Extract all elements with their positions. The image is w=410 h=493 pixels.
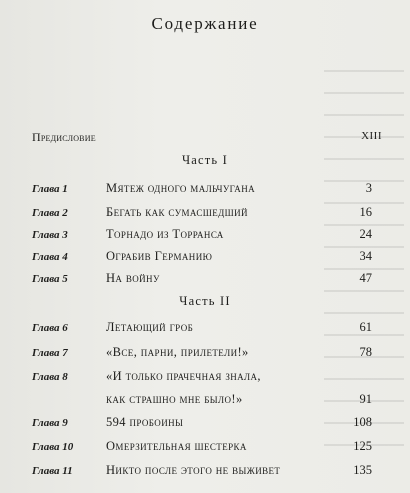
chapter-title: «Все, парни, прилетели!» [106,345,249,359]
chapter-label: Глава 7 [32,347,68,359]
chapter-label: Глава 5 [32,273,68,285]
chapter-title: Никто после этого не выживет [106,463,281,477]
chapter-title: Торнадо из Торранса [106,227,224,241]
toc-row-chapter-5 [32,271,382,289]
chapter-label: Глава 4 [32,251,68,263]
toc-row-chapter-8 [32,369,382,387]
chapter-label: Глава 3 [32,229,68,241]
chapter-label: Глава 1 [32,183,68,195]
toc-row-chapter-6 [32,320,382,338]
chapter-title: Бегать как сумасшедший [106,205,248,219]
chapter-label: Глава 9 [32,417,68,429]
chapter-title: «И только прачечная знала, [106,369,261,383]
chapter-title: Ограбив Германию [106,249,213,263]
chapter-page: 135 [353,463,372,477]
chapter-title: Омерзительная шестерка [106,439,247,453]
toc-row-chapter-9 [32,415,382,433]
chapter-page: 91 [359,392,372,406]
chapter-title: Летающий гроб [106,320,194,334]
chapter-title: На войну [106,271,160,285]
toc-row-chapter-10 [32,439,382,457]
toc-row-chapter-8-cont [32,392,382,410]
chapter-page: 34 [359,249,372,263]
chapter-page: 47 [359,271,372,285]
toc-row-chapter-3 [32,227,382,245]
toc-row-chapter-2 [32,205,382,223]
chapter-page: 16 [359,205,372,219]
chapter-page: 125 [353,439,372,453]
chapter-title: Мятеж одного мальчугана [106,181,256,195]
preface-entry [32,130,382,148]
chapter-page: 3 [365,181,372,195]
chapter-page: 24 [359,227,372,241]
part-2-heading: Часть II [179,294,231,308]
chapter-label: Глава 2 [32,207,68,219]
chapter-page: 108 [353,415,372,429]
page-title: Содержание [151,14,259,33]
toc-row-chapter-1 [32,181,382,199]
chapter-label: Глава 11 [32,465,73,477]
toc-row-chapter-7 [32,345,382,363]
toc-row-chapter-4 [32,249,382,267]
chapter-page: 78 [359,345,372,359]
preface-page: XIII [361,130,382,142]
chapter-label: Глава 6 [32,322,68,334]
part-1-heading: Часть I [181,153,229,167]
toc-row-chapter-11 [32,463,382,481]
chapter-label: Глава 8 [32,371,68,383]
chapter-label: Глава 10 [32,441,74,453]
chapter-title: 594 пробоины [106,415,184,429]
chapter-page: 61 [359,320,372,334]
preface-label: Предисловие [32,130,96,144]
chapter-title-continued: как страшно мне было!» [106,392,243,406]
